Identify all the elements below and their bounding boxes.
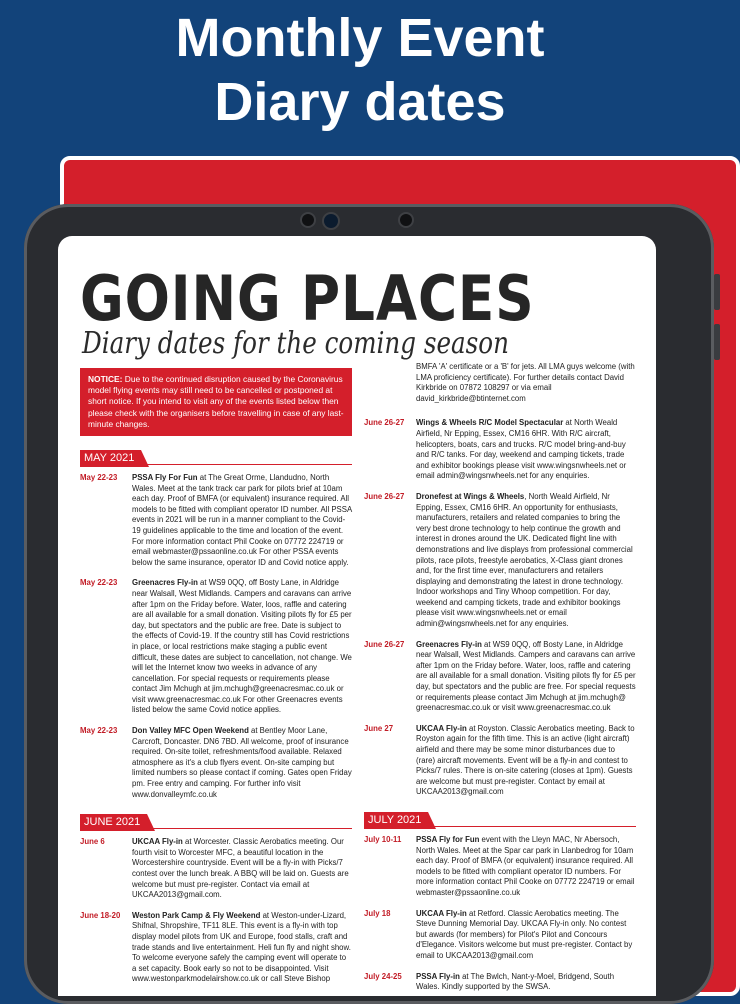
month-label: JULY 2021 (364, 812, 428, 829)
event-name: PSSA Fly-in (416, 971, 460, 981)
magazine-subtitle: Diary dates for the coming season (82, 326, 509, 361)
event-description: at North Weald Airfield, Nr Epping, Essex, CM16 6HR. With R/C aircraft, helicopters, boats, cars and trucks. R/C model bring-and-buy and R/C tanks. For day, weekend and camping tickets, trade and exhibitor bookings please visit www.wingsnwheels.net or email admin@wingsnwheels.net for any enquiries. (416, 418, 627, 481)
left-column (80, 364, 352, 995)
event-date: July 10-11 (364, 834, 402, 844)
event-date: June 27 (364, 723, 394, 733)
event-name: Greenacres Fly-in (416, 639, 482, 649)
event-date: May 22-23 (80, 473, 118, 483)
notice-text: Due to the continued disruption caused by the Coronavirus model flying events may still need to be cancelled or postponed at short notice. If you intend to visit any of the events listed below then please check with the organisers before travelling in case of any last-minute changes. (88, 374, 344, 429)
event-date: June 26-27 (364, 418, 405, 428)
event-description: at WS9 0QQ, off Bosty Lane, in Aldridge near Walsall, West Midlands. Campers and caravans can arrive after 1pm on the Friday before. Water, loos, raffle and catering are all available for a small donation. Visiting pilots fly for £5 per day, but spectators and the public are free. For special requests or requirements please contact Jim Mchugh at jim.mchugh@ greenacresmac.co.uk or visit www.greenacresmac.co.uk (416, 639, 636, 713)
event-description: at Weston-under-Lizard, Shifnal, Shropshire, TF11 8LE. This event is a fly-in with top display model pilots from UK and Europe, food stalls, craft and trade stands and live entertainment. Heli fun fly and night show. To welcome everyone safely the camping event will operate to a set capacity. Book early so not to be disappointed. Visit www.westonparkmodelairshow.co.uk or call Steve Bishop (132, 910, 351, 984)
event-date: May 22-23 (80, 578, 118, 588)
event-item (80, 473, 352, 568)
right-column (364, 364, 636, 1003)
magazine-title: GOING PLACES (80, 262, 535, 335)
event-description: at Bentley Moor Lane, Carcroft, Doncaster. DN6 7BD. All welcome, proof of insurance required. On-site toilet, refreshments/food available. Relaxed atmosphere as it's a club flyers event. On-site camping but limited numbers so please contact if coming. Gates open Friday pm. Free entry and camping. For further info visit www.donvalleymfc.co.uk (132, 726, 352, 799)
event-item (364, 492, 636, 630)
event-item (80, 837, 352, 901)
tablet-side-button (714, 324, 720, 360)
tablet-side-button (714, 274, 720, 310)
promo-title-line1: Monthly Event (175, 8, 545, 68)
event-name: Weston Park Camp & Fly Weekend (132, 910, 261, 920)
event-date: July 24-25 (364, 971, 402, 981)
event-description: at The Great Orme, Llandudno, North Wales. Meet at the tank track car park for pilots brief at 10am each day. Proof of BMFA (or equivalent) insurance required. All models to be fitted with compliant operator ID number. All PSSA events in 2021 will be run in a manner compliant to the Covid-19 guidelines applicable to the time and location of the event. For more information contact Phil Cooke on 07772 224719 or email webmaster@pssaonline.co.uk For other PSSA events below the same insurance, operator ID and Covid notice apply. (132, 473, 352, 567)
event-name: UKCAA Fly-in (132, 837, 183, 847)
event-item (364, 640, 636, 714)
event-item (364, 724, 636, 798)
month-label: MAY 2021 (80, 450, 141, 467)
event-date: June 26-27 (364, 639, 405, 649)
event-item (364, 418, 636, 482)
event-description: event with the Lleyn MAC, Nr Abersoch, North Wales. Meet at the Spar car park in Llanbedrog for 10am each day. Proof of BMFA (or equivalent) insurance required. All models to be fitted with compliant operator ID numbers. For more information contact Phil Cooke on 07772 224719 or email webmaster@pssaonline.co.uk (416, 834, 635, 897)
event-item (364, 835, 636, 899)
event-name: UKCAA Fly-in (416, 723, 467, 733)
tablet-sensor-icon (400, 214, 412, 226)
event-date: June 18-20 (80, 910, 121, 920)
event-name: UKCAA Fly-in (416, 908, 467, 918)
event-date: June 6 (80, 837, 105, 847)
event-item (364, 909, 636, 962)
event-name: Dronefest at Wings & Wheels (416, 491, 525, 501)
promo-title-line2: Diary dates (214, 72, 506, 132)
month-header (364, 810, 636, 827)
month-header (80, 448, 352, 465)
event-description: at WS9 0QQ, off Bosty Lane, in Aldridge near Walsall, West Midlands. Campers and caravans can arrive after 1pm on the Friday before. Water, loos, raffle and catering are all available for a small donation. Visiting pilots fly for £5 per day, but spectators and the public are free. Date is subject to the effects of Covid-19. If the country still has Covid restrictions in place, or local restrictions make staging a public event difficult, these dates are subject to cancellation, not change. We will let the Internet know two weeks in advance of any cancellation. For special requests or requirements please contact Jim Mchugh at jim.mchugh@greenacresmac.co.uk or visit www.greenacresmac.co.uk For other Greenacres events listed below the same Covid notice applies. (132, 578, 352, 715)
month-header (80, 812, 352, 829)
event-name: Greenacres Fly-in (132, 578, 198, 588)
event-name: Don Valley MFC Open Weekend (132, 726, 249, 736)
promo-title (0, 0, 720, 150)
notice-label: NOTICE: (88, 374, 123, 384)
event-date: July 18 (364, 908, 391, 918)
notice-box (80, 368, 352, 436)
event-item (364, 972, 636, 993)
event-description: at The Bwlch, Nant-y-Moel, Bridgend, South Wales. Kindly supported by the SWSA. (416, 971, 615, 992)
event-description: , North Weald Airfield, Nr Epping, Essex, CM16 6HR. An opportunity for enthusiasts, manufacturers, retailers and related companies to bring the very best drone technology to help continue the growth and interest in drones around the UK. Dedicated flight line with demonstrations and live displays from professional commercial pilots, race pilots, freestyle aerobatics, X-Class giant drones and, for the first time ever, manufacturers and retailers displaying and demonstrating the latest in drone technology. Indoor workshops and Tiny Whoop competition. For day, weekend and camping tickets, trade and exhibitor bookings please visit www.wingsnwheels.net or email admin@wingsnwheels.net for any enquiries. (416, 491, 633, 629)
event-date: May 22-23 (80, 726, 118, 736)
event-continuation: BMFA 'A' certificate or a 'B' for jets. All LMA guys welcome (with LMA proficiency certificate). For further details contact David Kirkbride on 07872 108297 or via email david_kirkbride@btinternet.com (416, 362, 635, 403)
event-description: at Worcester. Classic Aerobatics meeting. Our fourth visit to Worcester MFC, a beautiful location in the Worcestershire countryside. Event will be a fly-in with Picks/7 contest over the lunch break. A BBQ will be laid on. Guests are welcome but must pre-register. Contact via email at UKCAA2013@gmail.com. (132, 837, 349, 900)
event-name: PSSA Fly for Fun (416, 834, 480, 844)
event-item (80, 911, 352, 985)
event-description: at Royston. Classic Aerobatics meeting. Back to Royston again for the fifth time. This is an active (light aircraft) airfield and there may be some minor disturbances due to (rare) aircraft movements. Event will be a fly-in and contest to Picks/7 rules. There is on-site catering (closes at 1pm). Guests are welcome but must pre-register. Contact by email at UKCAA2013@gmail.com (416, 723, 635, 797)
event-item (80, 726, 352, 800)
event-description: at Retford. Classic Aerobatics meeting. The Steve Dunning Memorial Day. UKCAA Fly-in only. No contest but awards (for members) for Pilot's Pilot and Concours d'Elegance. Visitors welcome but must pre-register. Contact by email to UKCAA2013@gmail.com (416, 908, 633, 960)
tablet-sensor-icon (302, 214, 314, 226)
event-name: PSSA Fly For Fun (132, 473, 198, 483)
event-date: June 26-27 (364, 491, 405, 501)
event-item (80, 578, 352, 716)
magazine-page[interactable] (58, 236, 656, 996)
event-name: Wings & Wheels R/C Model Spectacular (416, 418, 564, 428)
month-label: JUNE 2021 (80, 814, 147, 831)
tablet-camera-icon (324, 214, 338, 228)
